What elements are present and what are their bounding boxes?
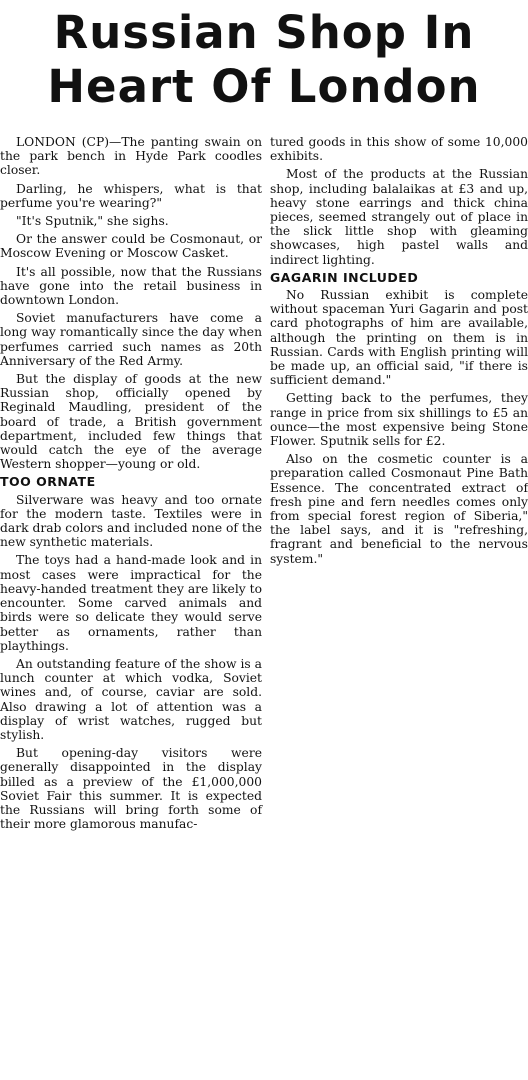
paragraph: But opening-day visitors were generally disappointed in the display billed as a preview of the £1,000,000 Soviet Fair this summer. It is expected the Russians will bring forth some of their more glamorous manufac- [0, 746, 262, 832]
article-column-1 [0, 135, 262, 835]
paragraph: But the display of goods at the new Russian shop, officially opened by Reginald Maudling, president of the board of trade, a British government department, included few things that would catch the eye of the average Western shopper—young or old. [0, 372, 262, 472]
paragraph: Or the answer could be Cosmonaut, or Moscow Evening or Moscow Casket. [0, 232, 262, 261]
paragraph: It's all possible, now that the Russians have gone into the retail business in downtown London. [0, 264, 262, 308]
headline-line-1: Russian Shop In [53, 6, 475, 59]
paragraph: No Russian exhibit is complete without spaceman Yuri Gagarin and post card photographs of him are available, although the printing on them is in Russian. Cards with English printing will be made up, an official said, "if there is sufficient demand." [270, 288, 528, 388]
paragraph: LONDON (CP)—The panting swain on the park bench in Hyde Park coodles closer. [0, 135, 262, 178]
subheading: GAGARIN INCLUDED [270, 269, 419, 285]
subheading: TOO ORNATE [0, 474, 96, 490]
paragraph: Also on the cosmetic counter is a preparation called Cosmonaut Pine Bath Essence. The concentrated extract of fresh pine and fern needles comes only from special forest region of Siberia," the label says, and it is "refreshing, fragrant and beneficial to the nervous system." [270, 452, 528, 566]
headline [0, 6, 528, 114]
headline-line-2: Heart Of London [47, 60, 481, 113]
paragraph: tured goods in this show of some 10,000 exhibits. [270, 135, 528, 164]
paragraph: Silverware was heavy and too ornate for the modern taste. Textiles were in dark drab colors and included none of the new synthetic materials. [0, 492, 263, 550]
article-column-2 [270, 135, 528, 835]
paragraph: "It's Sputnik," she sighs. [16, 214, 169, 229]
paragraph: Most of the products at the Russian shop, including balalaikas at £3 and up, heavy stone earrings and thick china pieces, seemed strangely out of place in the slick little shop with gleaming showcases, high pastel walls and indirect lighting. [270, 167, 528, 267]
article-body [0, 135, 528, 835]
paragraph: Getting back to the perfumes, they range in price from six shillings to £5 an ounce—the most expensive being Stone Flower. Sputnik sells for £2. [270, 391, 528, 449]
paragraph: Soviet manufacturers have come a long way romantically since the day when perfumes carried such names as 20th Anniversary of the Red Army. [0, 311, 262, 368]
paragraph: The toys had a hand-made look and in most cases were impractical for the heavy-handed treatment they are likely to encounter. Some carved animals and birds were so delicate they would serve better as ornaments, rather than playthings. [0, 553, 262, 653]
paragraph: An outstanding feature of the show is a lunch counter at which vodka, Soviet wines and, of course, caviar are sold. Also drawing a lot of attention was a display of wrist watches, rugged but stylish. [0, 656, 262, 742]
paragraph: Darling, he whispers, what is that perfume you're wearing?" [0, 181, 262, 210]
